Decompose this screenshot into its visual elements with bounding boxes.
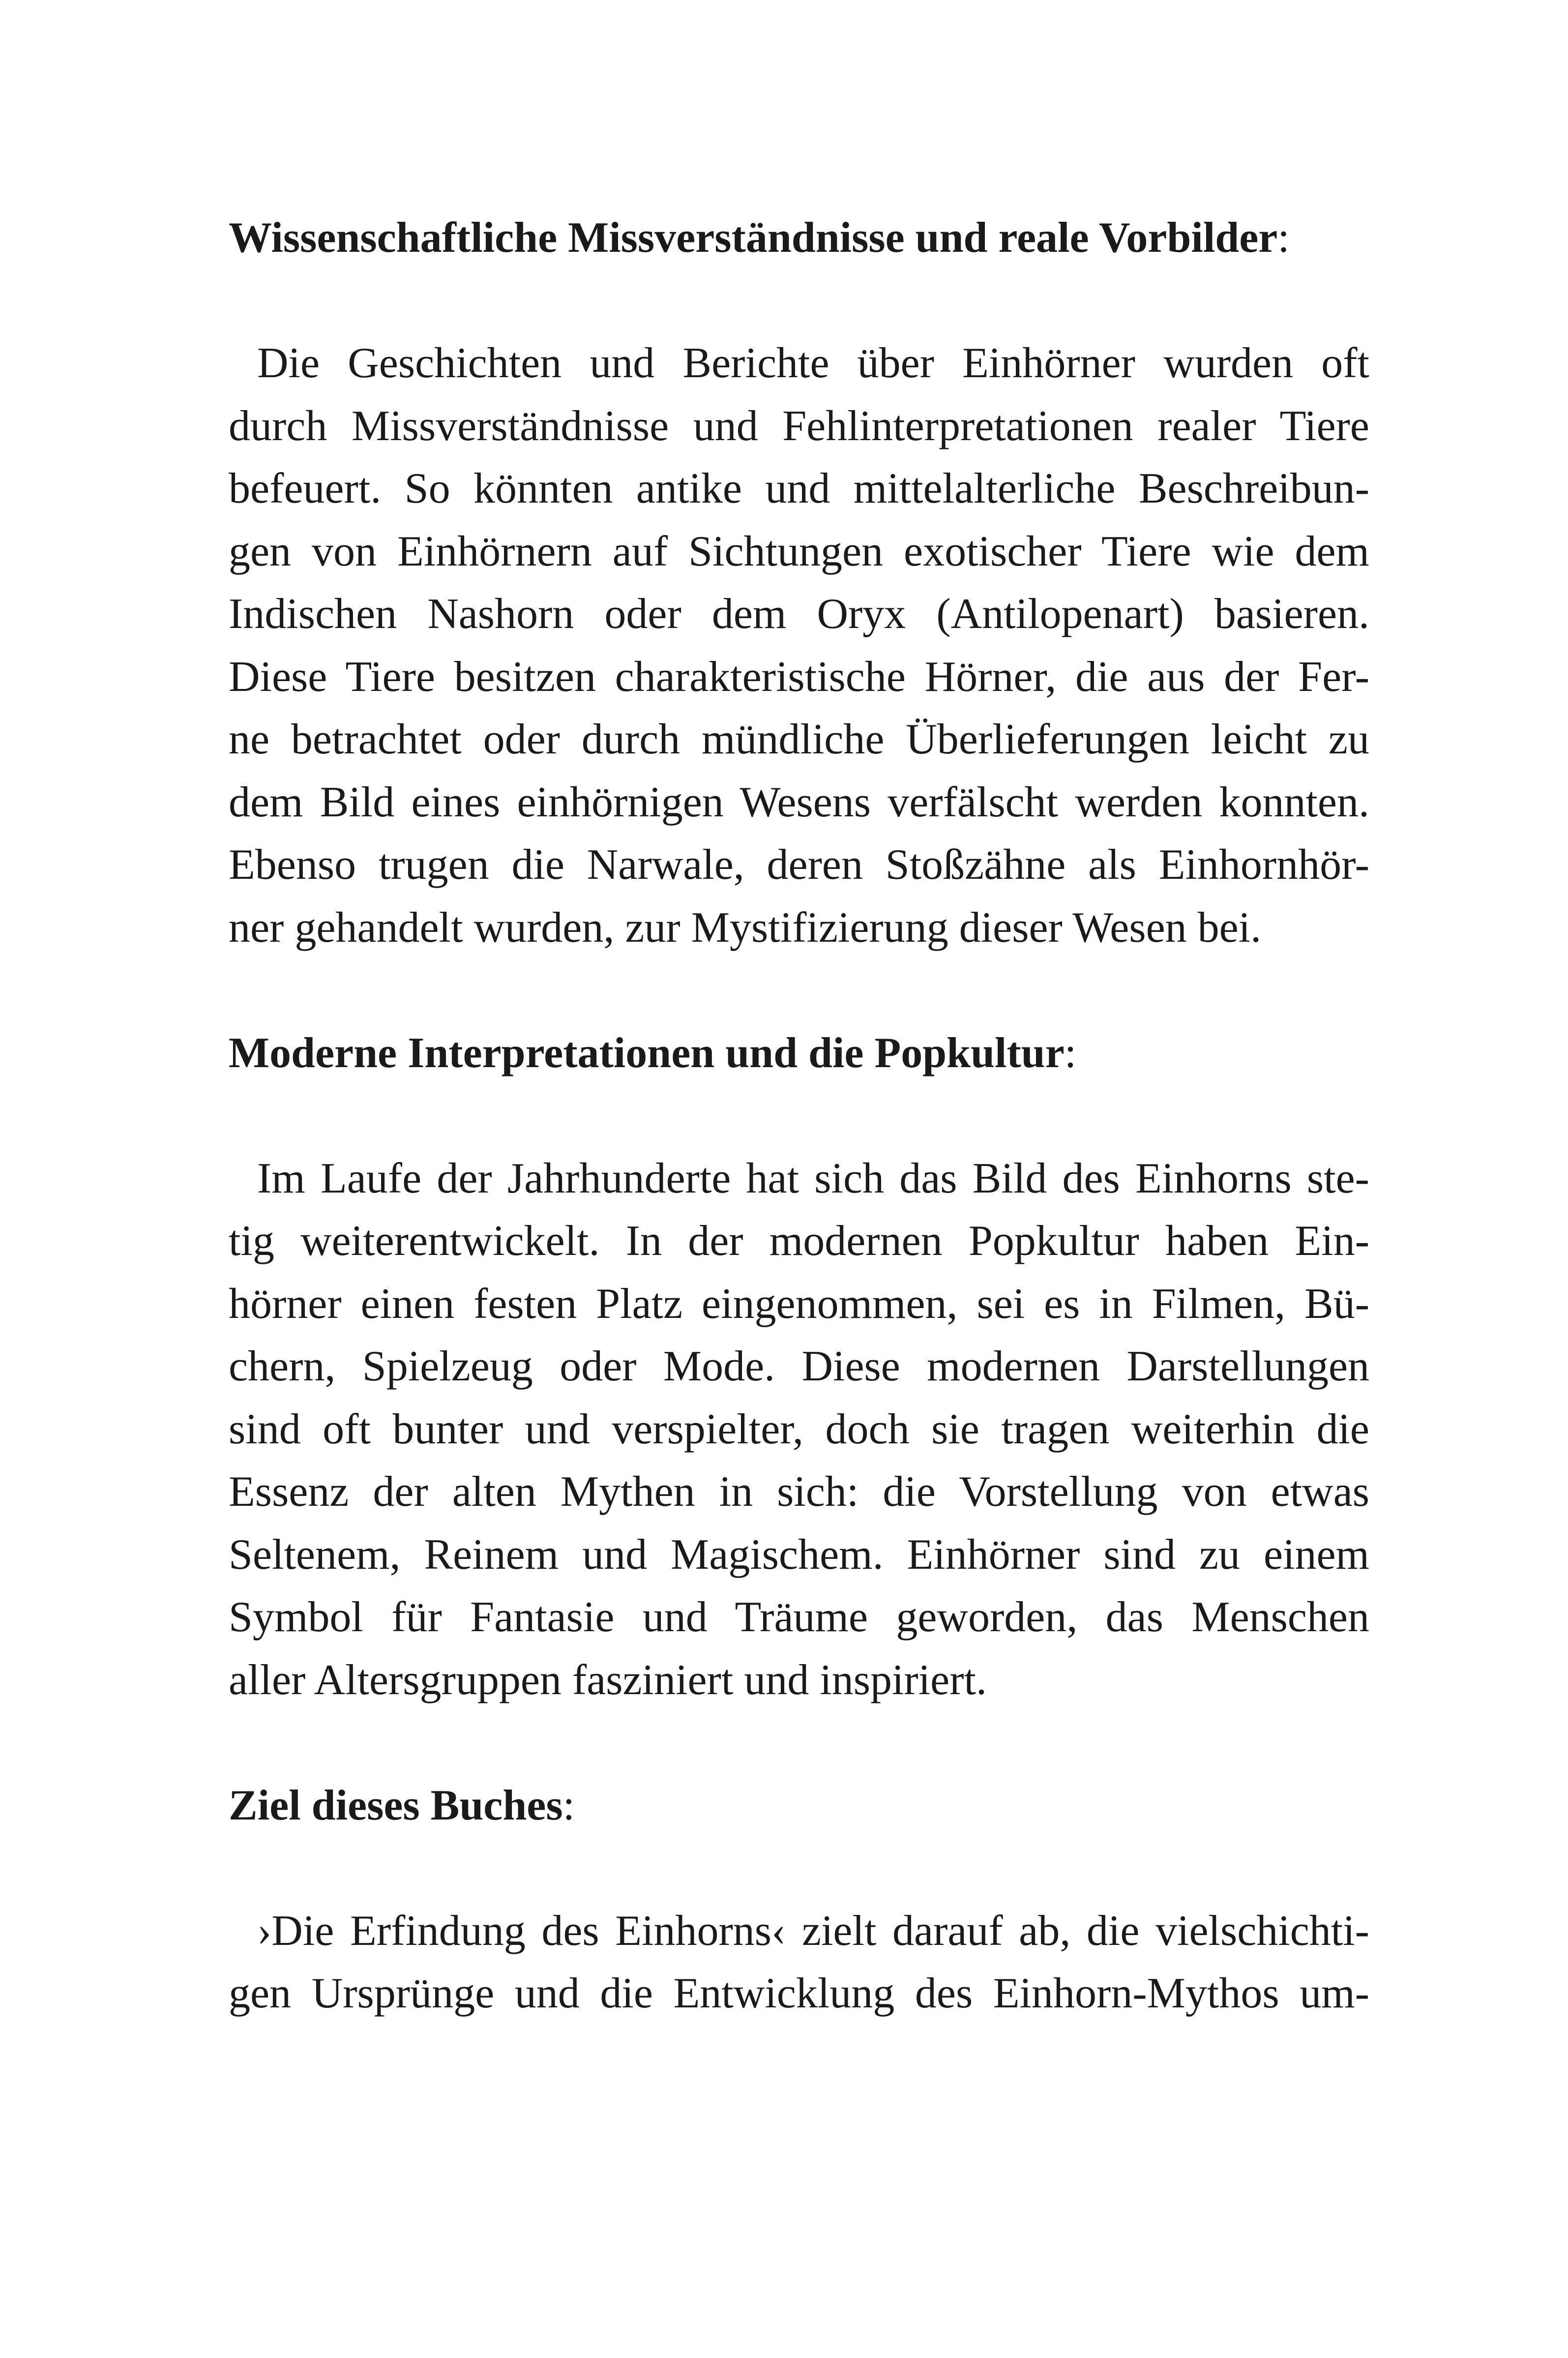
- paragraph-misconceptions: [229, 332, 1369, 959]
- book-page: [229, 207, 1369, 2025]
- text-line: Ebenso trugen die Narwale, deren Stoßzähne als Einhornhör-: [229, 841, 1369, 889]
- text-line: durch Missverständnisse und Fehlinterpretationen realer Tiere: [229, 402, 1369, 450]
- text-line: Indischen Nashorn oder dem Oryx (Antilopenart) basieren.: [229, 590, 1369, 638]
- section-heading-misconceptions: Wissenschaftliche Missverständnisse und reale Vorbilder:: [229, 214, 1290, 262]
- text-line: Symbol für Fantasie und Träume geworden, das Menschen: [229, 1593, 1369, 1641]
- text-line: Im Laufe der Jahrhunderte hat sich das Bild des Einhorns ste-: [257, 1154, 1369, 1202]
- text-line: dem Bild eines einhörnigen Wesens verfälscht werden konnten.: [229, 778, 1369, 826]
- section-heading-popculture: Moderne Interpretationen und die Popkultur:: [229, 1029, 1077, 1077]
- section-heading-book-goal: Ziel dieses Buches:: [229, 1781, 575, 1829]
- text-line: Die Geschichten und Berichte über Einhörner wurden oft: [257, 339, 1369, 387]
- text-line: gen von Einhörnern auf Sichtungen exotischer Tiere wie dem: [229, 527, 1369, 575]
- text-line: Seltenem, Reinem und Magischem. Einhörner sind zu einem: [229, 1530, 1369, 1579]
- text-line: gen Ursprünge und die Entwicklung des Einhorn-Mythos um-: [229, 1970, 1369, 2017]
- text-line: ne betrachtet oder durch mündliche Überlieferungen leicht zu: [229, 716, 1369, 763]
- text-line: befeuert. So könnten antike und mittelalterliche Beschreibun-: [229, 465, 1369, 512]
- paragraph-popculture: [229, 1147, 1369, 1712]
- text-line: aller Altersgruppen fasziniert und inspiriert.: [229, 1656, 987, 1704]
- text-line: hörner einen festen Platz eingenommen, sei es in Filmen, Bü-: [229, 1280, 1369, 1328]
- text-line: Diese Tiere besitzen charakteristische Hörner, die aus der Fer-: [229, 653, 1369, 701]
- paragraph-book-goal: [229, 1900, 1369, 2025]
- text-line: ›Die Erfindung des Einhorns‹ zielt darauf ab, die vielschichti-: [257, 1907, 1369, 1955]
- text-line: Essenz der alten Mythen in sich: die Vorstellung von etwas: [229, 1468, 1369, 1516]
- text-line: chern, Spielzeug oder Mode. Diese modernen Darstellungen: [229, 1343, 1369, 1390]
- text-line: sind oft bunter und verspielter, doch sie tragen weiterhin die: [229, 1405, 1369, 1453]
- text-line: tig weiterentwickelt. In der modernen Popkultur haben Ein-: [229, 1217, 1369, 1265]
- text-line: ner gehandelt wurden, zur Mystifizierung dieser Wesen bei.: [229, 903, 1262, 952]
